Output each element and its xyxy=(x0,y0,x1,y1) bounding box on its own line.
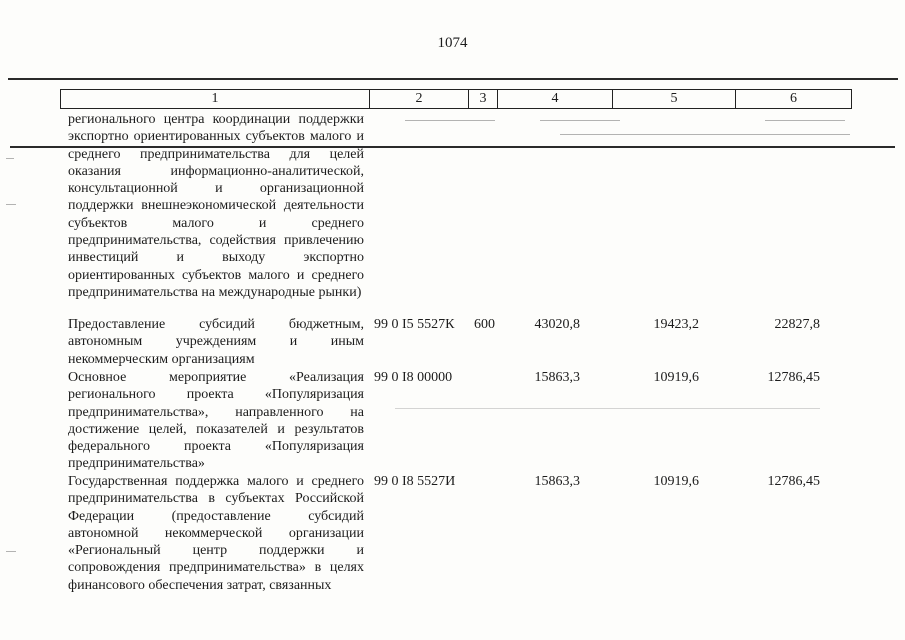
row-value-col6: 22827,8 xyxy=(774,317,820,332)
row-value-col6: 12786,45 xyxy=(767,474,820,489)
scan-mark xyxy=(405,120,495,121)
scan-mark xyxy=(765,120,845,121)
top-rule xyxy=(8,78,898,80)
row-code: 99 0 I8 5527И xyxy=(374,474,456,489)
header-col-4: 4 xyxy=(498,90,613,108)
table-header xyxy=(60,89,852,109)
row-description: Государственная поддержка малого и среднего предпринимательства в субъектах Российской Федерации (предоставление субсидий автономной некоммерческой организации «Региональный центр поддержки и сопровождения предпринимательства» в целях финансового обеспечения затрат, связанных xyxy=(68,474,364,593)
row-value-col5: 10919,6 xyxy=(653,474,699,489)
header-col-2: 2 xyxy=(370,90,469,108)
row-value-col4: 15863,3 xyxy=(534,370,580,385)
row-value-col5: 19423,2 xyxy=(653,317,699,332)
scan-mark xyxy=(540,120,620,121)
scan-mark xyxy=(6,204,16,205)
scan-mark xyxy=(395,408,820,409)
header-col-3: 3 xyxy=(469,90,498,108)
row-value-col6: 12786,45 xyxy=(767,370,820,385)
row-value-col4: 15863,3 xyxy=(534,474,580,489)
header-col-1: 1 xyxy=(61,90,370,108)
page-number: 1074 xyxy=(437,35,468,51)
scan-mark xyxy=(6,551,16,552)
row-value-col5: 10919,6 xyxy=(653,370,699,385)
row-code: 99 0 I5 5527К xyxy=(374,317,455,332)
row-description: регионального центра координации поддержки экспортно ориентированных субъектов малого и среднего предпринимательства для целей оказания информационно-аналитической, консультационной и организационной поддержки внешнеэкономической деятельности субъектов малого и среднего предпринимательства, содействия привлечению инвестиций и выходу экспортно ориентированных субъектов малого и среднего предпринимательства на международные рынки) xyxy=(68,112,364,300)
row-description: Основное мероприятие «Реализация регионального проекта «Популяризация предпринимательства», направленного на достижение целей, показателей и результатов федерального проекта «Популяризация предпринимательства» xyxy=(68,370,364,472)
row-code: 99 0 I8 00000 xyxy=(374,370,453,385)
row-description: Предоставление субсидий бюджетным, автономным учреждениям и иным некоммерческим организациям xyxy=(68,317,364,367)
header-col-5: 5 xyxy=(613,90,736,108)
header-col-6: 6 xyxy=(790,91,797,106)
row-expense-type: 600 xyxy=(474,317,495,332)
scan-mark xyxy=(560,134,850,135)
scan-mark xyxy=(6,158,14,159)
row-value-col4: 43020,8 xyxy=(534,317,580,332)
